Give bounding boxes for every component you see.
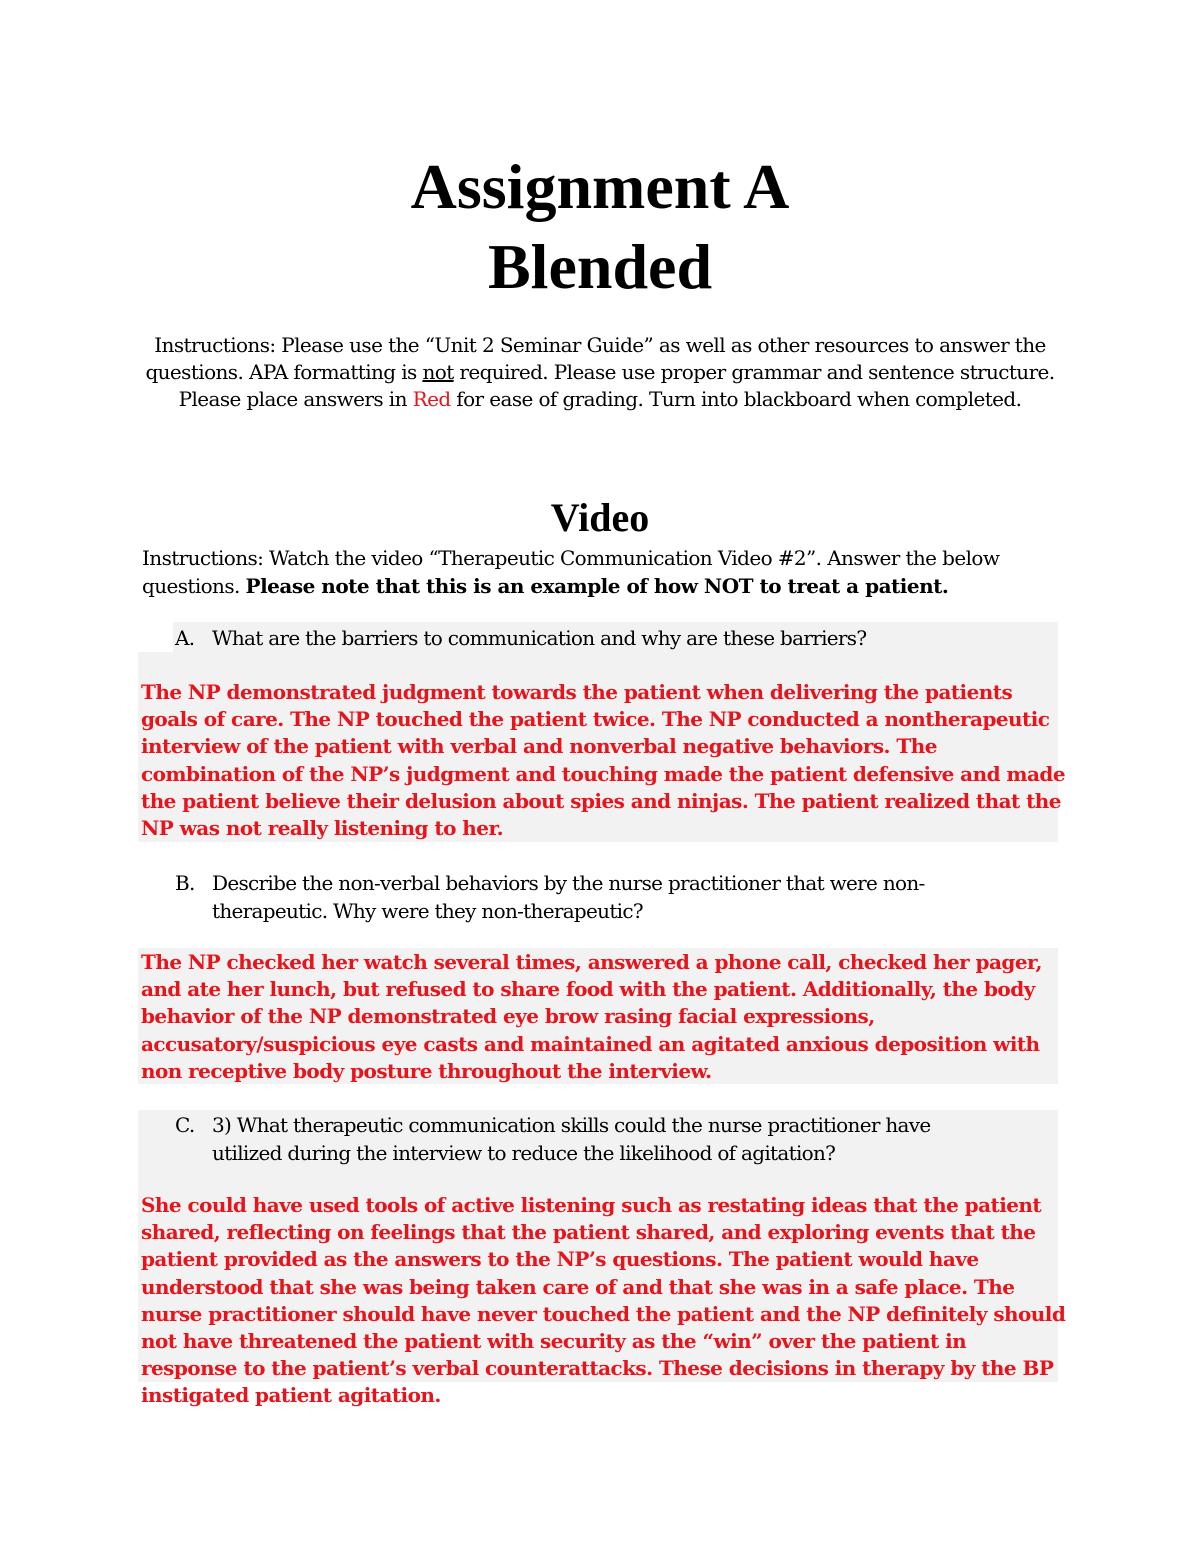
question-b-letter: B. bbox=[175, 871, 195, 895]
video-note-bold: Please note that this is an example of how NOT to treat a patient. bbox=[245, 574, 949, 598]
intro-part-1: Instructions: Please use the “Unit 2 Seminar Guide” as well as other resources to answer the questions. APA formatting is bbox=[145, 333, 1046, 384]
intro-instructions bbox=[140, 332, 1060, 413]
answer-a: The NP demonstrated judgment towards the patient when delivering the patients goals of care. The NP touched the patient twice. The NP conducted a nontherapeutic interview of the patient with verbal and nonverbal negative behaviors. The combination of the NP’s judgment and touching made the patient defensive and made the patient believe their delusion about spies and ninjas. The patient realized that the NP was not really listening to her. bbox=[141, 680, 1066, 841]
video-instructions-text: Instructions: Watch the video “Therapeutic Communication Video #2”. Answer the below questions. bbox=[142, 546, 1000, 598]
intro-red-word: Red bbox=[412, 387, 451, 411]
intro-part-3: for ease of grading. Turn into blackboard when completed. bbox=[450, 387, 1022, 411]
title-line-1: Assignment A bbox=[410, 151, 790, 222]
question-c-text: 3) What therapeutic communication skills could the nurse practitioner have utilized during the interview to reduce the likelihood of agitation? bbox=[212, 1113, 931, 1165]
question-c bbox=[175, 1111, 1005, 1167]
answer-c: She could have used tools of active listening such as restating ideas that the patient shared, reflecting on feelings that the patient shared, and exploring events that the patient provided as the answers to the NP’s questions. The patient would have understood that she was being taken care of and that she was in a safe place. The nurse practitioner should have never touched the patient and the NP definitely should not have threatened the patient with security as the “win” over the patient in response to the patient’s verbal counterattacks. These decisions in therapy by the BP instigated patient agitation. bbox=[141, 1193, 1066, 1408]
question-b-text: Describe the non-verbal behaviors by the nurse practitioner that were non-therapeutic. Why were they non-therapeutic? bbox=[212, 871, 925, 923]
question-a-text: What are the barriers to communication and why are these barriers? bbox=[212, 626, 867, 650]
title-line-2: Blended bbox=[487, 231, 713, 302]
question-a bbox=[175, 624, 1035, 652]
video-instructions bbox=[142, 544, 1042, 600]
section-heading-video: Video bbox=[550, 495, 650, 540]
intro-part-2: required. Please use proper grammar and sentence structure. Please place answers in bbox=[178, 360, 1055, 411]
question-b bbox=[175, 869, 1035, 925]
intro-not-underlined: not bbox=[422, 360, 454, 384]
question-c-letter: C. bbox=[175, 1113, 195, 1137]
answer-b: The NP checked her watch several times, answered a phone call, checked her pager, and ate her lunch, but refused to share food with the patient. Additionally, the body behavior of the NP demonstrated eye brow rasing facial expressions, accusatory/suspicious eye casts and maintained an agitated anxious deposition with non receptive body posture throughout the interview. bbox=[141, 950, 1042, 1083]
question-a-letter: A. bbox=[175, 626, 195, 650]
